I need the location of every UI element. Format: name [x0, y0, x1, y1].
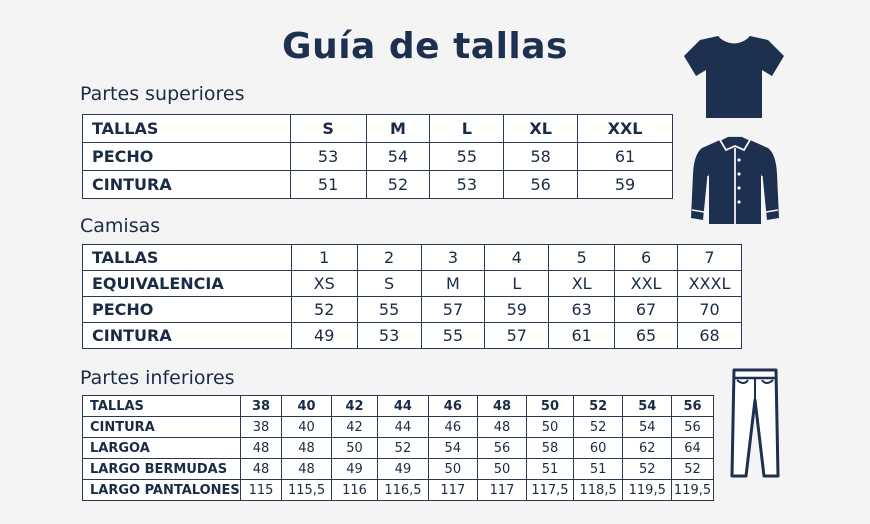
table-cell: XXXL	[678, 271, 742, 297]
table-cell: 54	[366, 143, 430, 171]
table-cell: 57	[421, 297, 485, 323]
table-cell: 54	[623, 417, 672, 438]
table-cell: 46	[428, 396, 477, 417]
section-title-bottoms: Partes inferiores	[80, 367, 235, 389]
table-cell: 50	[527, 417, 574, 438]
row-label: TALLAS	[83, 396, 241, 417]
table-cell: 117	[428, 480, 477, 501]
table-cell: 49	[378, 459, 429, 480]
pants-icon	[728, 366, 782, 480]
table-cell: 1	[291, 245, 357, 271]
table-cell: 6	[615, 245, 678, 271]
row-label: LARGO PANTALONES	[83, 480, 241, 501]
table-cell: 58	[504, 143, 578, 171]
table-row	[83, 297, 742, 323]
table-row	[83, 323, 742, 349]
bottoms-size-table	[82, 395, 714, 501]
table-cell: 54	[428, 438, 477, 459]
tops-size-table	[82, 114, 673, 199]
shirt-icon	[688, 134, 782, 226]
section-title-shirts: Camisas	[80, 215, 161, 237]
table-cell: XS	[291, 271, 357, 297]
row-label: TALLAS	[83, 115, 291, 143]
table-cell: L	[485, 271, 549, 297]
table-cell: 119,5	[672, 480, 714, 501]
table-cell: 63	[549, 297, 615, 323]
table-cell: 60	[573, 438, 623, 459]
table-cell: 46	[428, 417, 477, 438]
table-cell: 61	[549, 323, 615, 349]
table-cell: 64	[672, 438, 714, 459]
table-cell: 38	[240, 396, 281, 417]
table-cell: 52	[573, 417, 623, 438]
table-row	[83, 417, 714, 438]
section-title-tops: Partes superiores	[80, 83, 245, 105]
table-cell: 67	[615, 297, 678, 323]
table-cell: S	[290, 115, 366, 143]
table-cell: 119,5	[623, 480, 672, 501]
shirts-size-table	[82, 244, 742, 349]
table-cell: 57	[485, 323, 549, 349]
table-cell: 56	[504, 171, 578, 199]
table-cell: XL	[549, 271, 615, 297]
table-row	[83, 396, 714, 417]
table-cell: 48	[282, 438, 332, 459]
table-row	[83, 480, 714, 501]
table-cell: 7	[678, 245, 742, 271]
table-cell: 52	[623, 459, 672, 480]
row-label: CINTURA	[83, 323, 292, 349]
table-row	[83, 171, 673, 199]
table-cell: 53	[357, 323, 421, 349]
table-cell: XXL	[615, 271, 678, 297]
row-label: LARGOA	[83, 438, 241, 459]
table-cell: 117,5	[527, 480, 574, 501]
row-label: CINTURA	[83, 417, 241, 438]
table-cell: 56	[672, 396, 714, 417]
table-row	[83, 459, 714, 480]
table-cell: 56	[672, 417, 714, 438]
table-cell: 49	[291, 323, 357, 349]
table-cell: 116,5	[378, 480, 429, 501]
table-cell: 40	[282, 396, 332, 417]
table-cell: 70	[678, 297, 742, 323]
table-cell: 51	[290, 171, 366, 199]
table-cell: 44	[378, 396, 429, 417]
table-cell: 50	[428, 459, 477, 480]
table-cell: 48	[240, 438, 281, 459]
table-cell: 59	[578, 171, 673, 199]
table-cell: 68	[678, 323, 742, 349]
table-cell: 40	[282, 417, 332, 438]
table-cell: 51	[527, 459, 574, 480]
table-row	[83, 143, 673, 171]
table-cell: 54	[623, 396, 672, 417]
table-cell: 50	[527, 396, 574, 417]
table-cell: 3	[421, 245, 485, 271]
table-cell: M	[421, 271, 485, 297]
table-cell: 5	[549, 245, 615, 271]
table-cell: 48	[477, 396, 526, 417]
table-row	[83, 245, 742, 271]
table-cell: 44	[378, 417, 429, 438]
table-row	[83, 271, 742, 297]
table-cell: 42	[331, 417, 377, 438]
table-cell: 53	[430, 171, 504, 199]
table-cell: 58	[527, 438, 574, 459]
table-cell: 115	[240, 480, 281, 501]
row-label: PECHO	[83, 143, 291, 171]
table-cell: 52	[366, 171, 430, 199]
table-cell: 42	[331, 396, 377, 417]
table-cell: 4	[485, 245, 549, 271]
table-cell: S	[357, 271, 421, 297]
table-cell: 49	[331, 459, 377, 480]
table-cell: 53	[290, 143, 366, 171]
table-cell: 52	[378, 438, 429, 459]
row-label: EQUIVALENCIA	[83, 271, 292, 297]
table-cell: 50	[331, 438, 377, 459]
table-cell: 48	[477, 417, 526, 438]
tshirt-icon	[682, 32, 786, 120]
table-row	[83, 438, 714, 459]
table-cell: 2	[357, 245, 421, 271]
table-cell: 59	[485, 297, 549, 323]
table-cell: 52	[291, 297, 357, 323]
table-cell: M	[366, 115, 430, 143]
table-cell: 55	[430, 143, 504, 171]
table-cell: 118,5	[573, 480, 623, 501]
table-cell: 38	[240, 417, 281, 438]
table-row	[83, 115, 673, 143]
table-cell: 62	[623, 438, 672, 459]
table-cell: 50	[477, 459, 526, 480]
page-title: Guía de tallas	[282, 26, 568, 67]
table-cell: 48	[240, 459, 281, 480]
table-cell: 115,5	[282, 480, 332, 501]
table-cell: 117	[477, 480, 526, 501]
table-cell: 55	[357, 297, 421, 323]
table-cell: 61	[578, 143, 673, 171]
table-cell: 55	[421, 323, 485, 349]
table-cell: XXL	[578, 115, 673, 143]
row-label: TALLAS	[83, 245, 292, 271]
row-label: PECHO	[83, 297, 292, 323]
table-cell: 51	[573, 459, 623, 480]
table-cell: L	[430, 115, 504, 143]
table-cell: 48	[282, 459, 332, 480]
table-cell: 52	[672, 459, 714, 480]
table-cell: 56	[477, 438, 526, 459]
row-label: CINTURA	[83, 171, 291, 199]
table-cell: 65	[615, 323, 678, 349]
table-cell: XL	[504, 115, 578, 143]
table-cell: 116	[331, 480, 377, 501]
table-cell: 52	[573, 396, 623, 417]
row-label: LARGO BERMUDAS	[83, 459, 241, 480]
